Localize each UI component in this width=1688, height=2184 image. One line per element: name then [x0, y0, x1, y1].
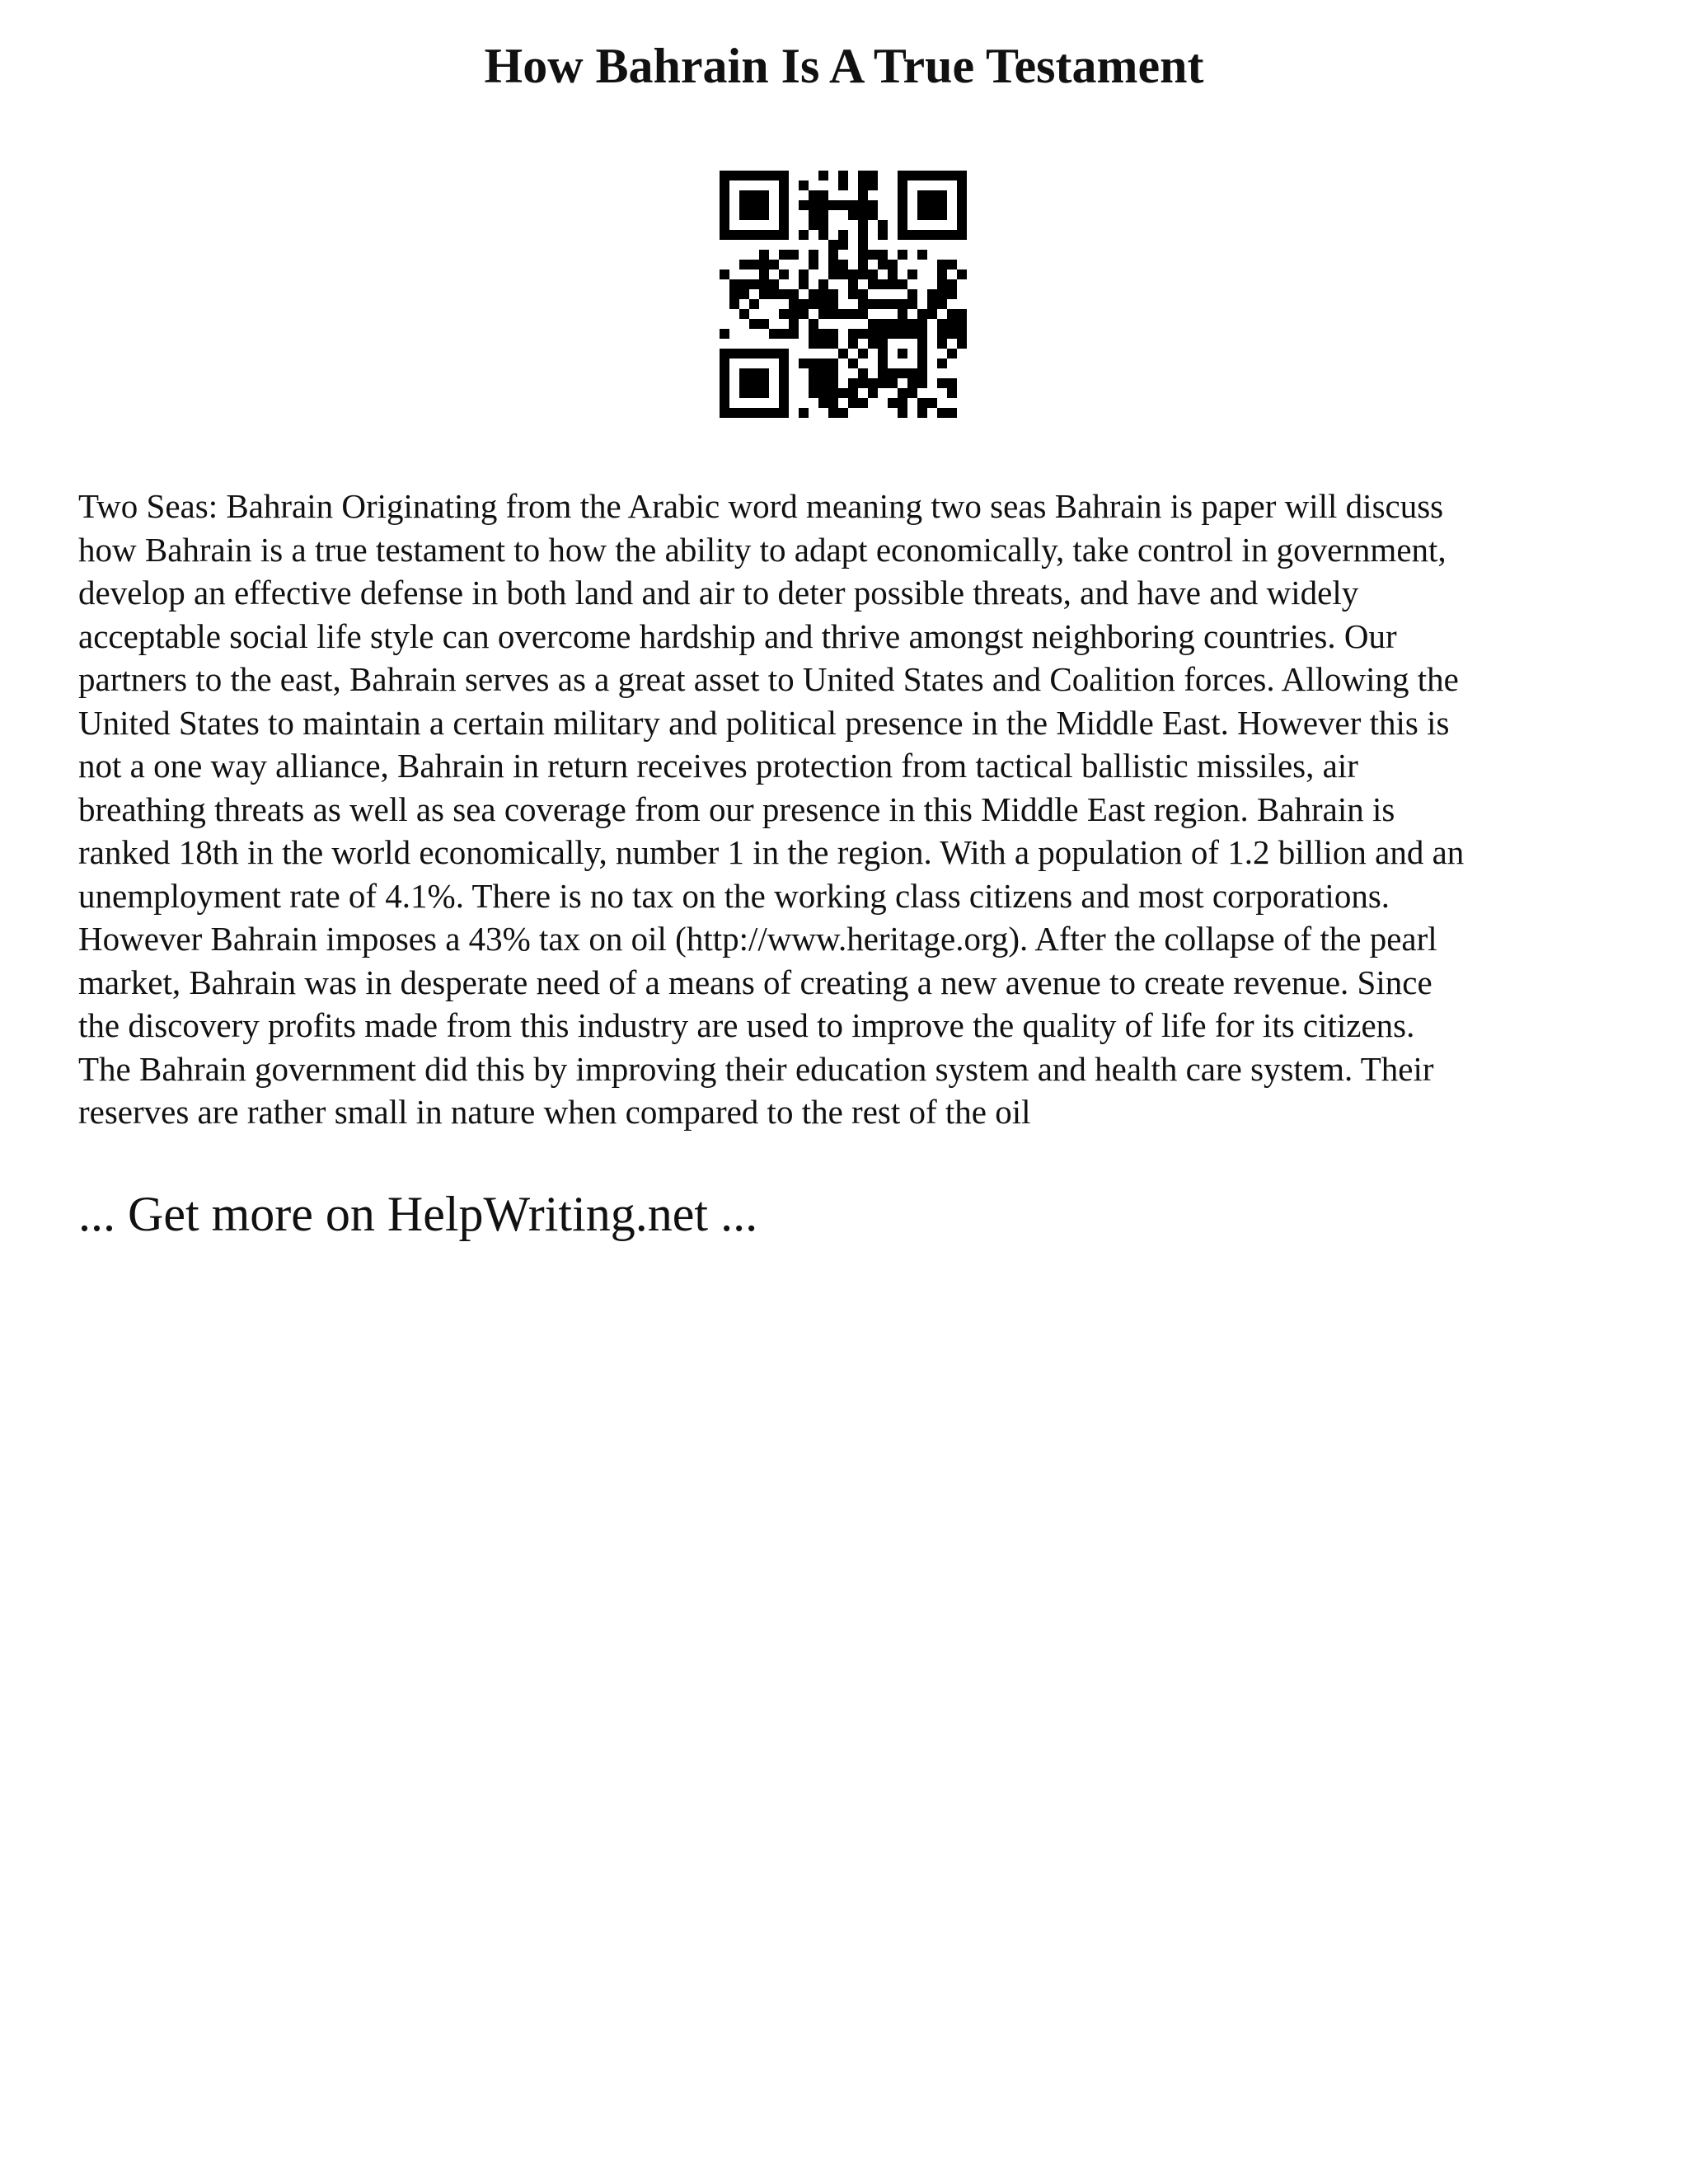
body-line: how Bahrain is a true testament to how the ability to adapt economically, take control in government,: [78, 530, 1447, 569]
body-line: acceptable social life style can overcome hardship and thrive amongst neighboring countries. Our: [78, 616, 1397, 655]
body-line: market, Bahrain was in desperate need of a means of creating a new avenue to create revenue. Since: [78, 963, 1432, 1001]
body-line: ranked 18th in the world economically, number 1 in the region. With a population of 1.2 billion and an: [78, 833, 1465, 871]
body-line: not a one way alliance, Bahrain in return receives protection from tactical ballistic missiles, air: [78, 747, 1358, 785]
qr-code-icon: [720, 171, 967, 418]
get-more-link[interactable]: ... Get more on HelpWriting.net ...: [78, 1187, 758, 1241]
body-line: Two Seas: Bahrain Originating from the Arabic word meaning two seas Bahrain is paper will discuss: [78, 487, 1444, 525]
body-line: reserves are rather small in nature when compared to the rest of the oil: [78, 1093, 1031, 1131]
body-paragraph: [78, 485, 1628, 1134]
body-line: United States to maintain a certain military and political presence in the Middle East. However this is: [78, 703, 1450, 742]
body-line: partners to the east, Bahrain serves as a great asset to United States and Coalition forces. Allowing the: [78, 660, 1459, 698]
body-line: unemployment rate of 4.1%. There is no tax on the working class citizens and most corporations.: [78, 876, 1390, 915]
body-line: develop an effective defense in both land and air to deter possible threats, and have and widely: [78, 574, 1359, 612]
body-line: However Bahrain imposes a 43% tax on oil (http://www.heritage.org). After the collapse of the pearl: [78, 920, 1437, 958]
document-title: How Bahrain Is A True Testament: [484, 39, 1204, 93]
body-line: breathing threats as well as sea coverage from our presence in this Middle East region. Bahrain is: [78, 790, 1395, 828]
qr-code: [720, 171, 967, 418]
body-line: the discovery profits made from this industry are used to improve the quality of life for its citizens.: [78, 1006, 1415, 1044]
body-line: The Bahrain government did this by improving their education system and health care system. Their: [78, 1049, 1434, 1088]
